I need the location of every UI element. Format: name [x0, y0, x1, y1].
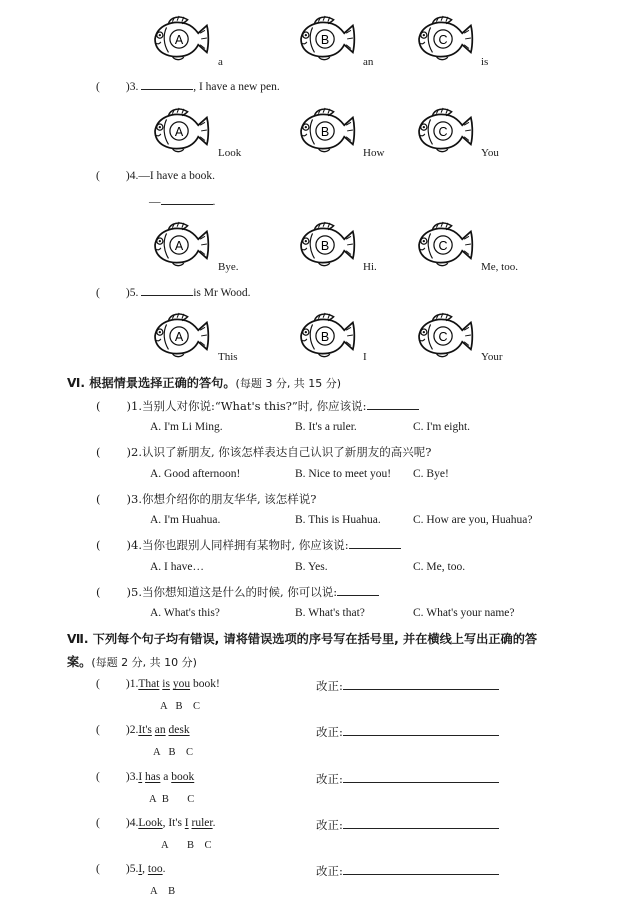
correction-line[interactable] — [343, 817, 499, 829]
s6-question-4: ( )4.当你也跟别人同样拥有某物时, 你应该说: — [96, 537, 401, 553]
fish-icon-b — [294, 14, 358, 62]
option-a-label: Bye. — [218, 261, 239, 273]
question-5: ( )5. is Mr Wood. — [96, 284, 251, 299]
s6-question-5: ( )5.当你想知道这是什么的时候, 你可以说: — [96, 584, 379, 600]
fish-icon-b — [294, 311, 358, 359]
s6-question-3: ( )3.你想介绍你的朋友华华, 该怎样说? — [96, 492, 317, 506]
fish-icon-a — [148, 106, 212, 154]
s6-question-2: ( )2.认识了新朋友, 你该怎样表达自己认识了新朋友的高兴呢? — [96, 445, 432, 459]
svg-text:B: B — [320, 329, 330, 344]
fish-icon-c — [412, 106, 476, 154]
svg-text:A: A — [174, 238, 184, 253]
s7-q1-correction: 改正: — [316, 678, 499, 694]
fill-blank[interactable] — [161, 193, 213, 205]
option-a-label: Look — [218, 147, 242, 159]
s7-q3-correction: 改正: — [316, 771, 499, 787]
svg-text:A: A — [174, 329, 184, 344]
fish-icon-c — [412, 311, 476, 359]
option-b-label: I — [363, 351, 367, 363]
fish-icon-a — [148, 311, 212, 359]
svg-text:C: C — [438, 124, 448, 139]
s7-q3-letters: A B C — [149, 794, 195, 805]
fill-blank[interactable] — [141, 78, 193, 90]
s7-question-5: ( )5.I, too. — [96, 863, 166, 875]
option-c-label: Me, too. — [481, 261, 518, 273]
s6-q3-option-b: B. This is Huahua. — [295, 514, 381, 526]
s6-q5-option-a: A. What's this? — [150, 607, 220, 619]
s6-q4-option-c: C. Me, too. — [413, 561, 466, 573]
fish-icon-c — [412, 220, 476, 268]
option-c-label: Your — [481, 351, 503, 363]
fill-blank[interactable] — [141, 284, 193, 296]
answer-paren-open: ( — [96, 81, 100, 93]
fish-icon-a — [148, 220, 212, 268]
section-7-title-cont: 案。(每题 2 分, 共 10 分) — [67, 655, 197, 669]
option-b-label: How — [363, 147, 385, 159]
s6-q5-option-c: C. What's your name? — [413, 607, 515, 619]
s7-q4-correction: 改正: — [316, 817, 499, 833]
s7-question-1: ( )1.That is you book! — [96, 678, 220, 690]
s6-q3-option-c: C. How are you, Huahua? — [413, 514, 533, 526]
fish-icon-c — [412, 14, 476, 62]
s6-q2-option-a: A. Good afternoon! — [150, 468, 241, 480]
s7-q5-correction: 改正: — [316, 863, 499, 879]
s7-q2-correction: 改正: — [316, 724, 499, 740]
option-a-label: a — [218, 56, 223, 68]
svg-text:C: C — [438, 329, 448, 344]
s7-question-3: ( )3.I has a book — [96, 771, 195, 783]
fill-blank[interactable] — [349, 537, 401, 549]
correction-line[interactable] — [343, 863, 499, 875]
s7-q1-letters: A B C — [160, 701, 200, 712]
question-3: ( )3. , I have a new pen. — [96, 78, 280, 93]
option-c-label: You — [481, 147, 499, 159]
s6-q1-option-a: A. I'm Li Ming. — [150, 421, 223, 433]
s6-q3-option-a: A. I'm Huahua. — [150, 514, 221, 526]
question-4-reply: — . — [149, 193, 215, 208]
section-7-title: Ⅶ. 下列每个句子均有错误, 请将错误选项的序号写在括号里, 并在横线上写出正确的答 — [67, 632, 538, 646]
s6-q1-option-c: C. I'm eight. — [413, 421, 471, 433]
s6-q2-option-b: B. Nice to meet you! — [295, 468, 392, 480]
option-c-label: is — [481, 56, 489, 68]
s7-question-4: ( )4.Look, It's I ruler. — [96, 817, 216, 829]
option-b-label: Hi. — [363, 261, 377, 273]
svg-text:C: C — [438, 238, 448, 253]
correction-line[interactable] — [343, 724, 499, 736]
s7-q5-letters: A B — [150, 886, 176, 897]
fill-blank[interactable] — [367, 398, 419, 410]
s7-q2-letters: A B C — [153, 747, 193, 758]
correction-line[interactable] — [343, 771, 499, 783]
s6-q4-option-b: B. Yes. — [295, 561, 328, 573]
fish-icon-b — [294, 220, 358, 268]
svg-text:B: B — [320, 238, 330, 253]
fish-icon-a — [148, 14, 212, 62]
s6-q4-option-a: A. I have… — [150, 561, 204, 573]
question-4: ( )4.—I have a book. — [96, 170, 215, 182]
s6-q1-option-b: B. It's a ruler. — [295, 421, 357, 433]
svg-text:B: B — [320, 124, 330, 139]
s6-question-1: ( )1.当别人对你说:“What's this?”时, 你应该说: — [96, 398, 419, 414]
svg-text:B: B — [320, 32, 330, 47]
fill-blank[interactable] — [337, 584, 379, 596]
section-6-title: Ⅵ. 根据情景选择正确的答句。(每题 3 分, 共 15 分) — [67, 376, 342, 390]
svg-text:C: C — [438, 32, 448, 47]
s6-q2-option-c: C. Bye! — [413, 468, 449, 480]
svg-text:A: A — [174, 32, 184, 47]
s7-question-2: ( )2.It's an desk — [96, 724, 190, 736]
s7-q4-letters: A B C — [161, 840, 212, 851]
correction-line[interactable] — [343, 678, 499, 690]
option-a-label: This — [218, 351, 238, 363]
s6-q5-option-b: B. What's that? — [295, 607, 365, 619]
option-b-label: an — [363, 56, 374, 68]
svg-text:A: A — [174, 124, 184, 139]
fish-icon-b — [294, 106, 358, 154]
